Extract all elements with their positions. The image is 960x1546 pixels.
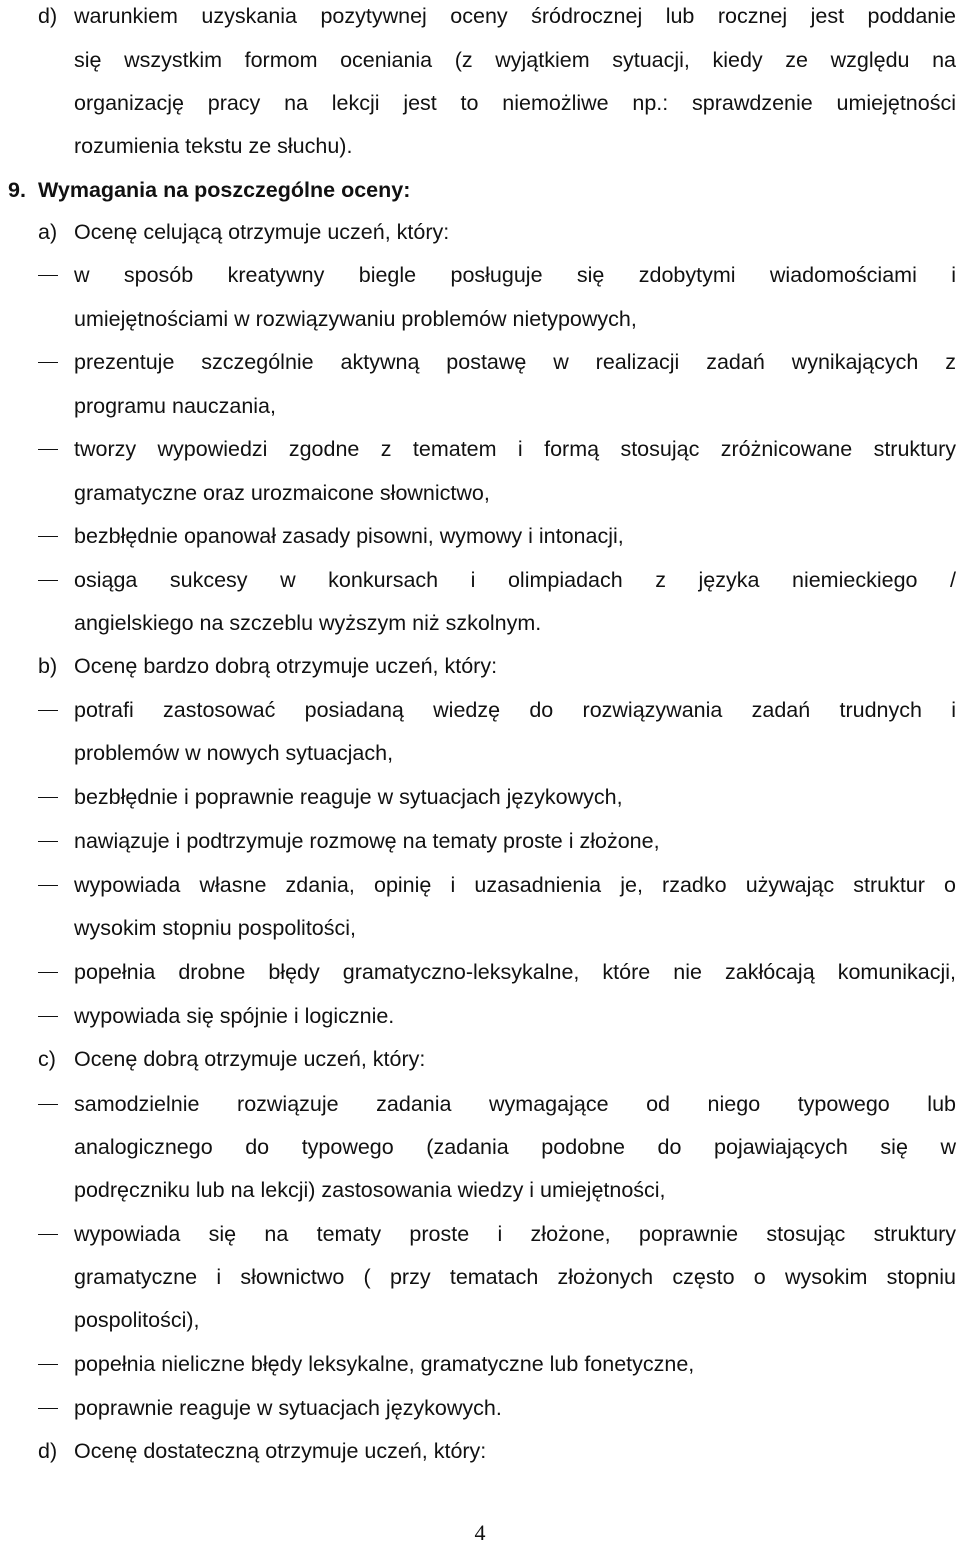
grade-marker: b) (38, 654, 58, 678)
list-item-line: wypowiada się spójnie i logicznie. (74, 1004, 395, 1028)
list-item-line: wypowiada się na tematy proste i złożone, poprawnie stosując struktury (74, 1222, 956, 1246)
list-item-line: angielskiego na szczeblu wyższym niż szkolnym. (74, 611, 542, 635)
intro-line: warunkiem uzyskania pozytywnej oceny śródrocznej lub rocznej jest poddanie (74, 4, 956, 28)
list-item-line: programu nauczania, (74, 394, 276, 418)
list-item-line: bezbłędnie i poprawnie reaguje w sytuacjach językowych, (74, 785, 623, 809)
list-item-line: poprawnie reaguje w sytuacjach językowych. (74, 1396, 502, 1420)
list-item-line: popełnia nieliczne błędy leksykalne, gramatyczne lub fonetyczne, (74, 1352, 695, 1376)
dash-bullet-icon (38, 972, 58, 973)
section-number: 9. (8, 178, 26, 202)
list-item-line: wysokim stopniu pospolitości, (74, 916, 357, 940)
dash-bullet-icon (38, 536, 58, 537)
list-item-line: prezentuje szczególnie aktywną postawę w realizacji zadań wynikających z (74, 350, 956, 374)
list-item-line: popełnia drobne błędy gramatyczno-leksykalne, które nie zakłócają komunikacji, (74, 960, 956, 984)
intro-line: organizację pracy na lekcji jest to niemożliwe np.: sprawdzenie umiejętności (74, 91, 956, 115)
grade-heading: Ocenę celującą otrzymuje uczeń, który: (74, 220, 450, 244)
grade-heading: Ocenę dobrą otrzymuje uczeń, który: (74, 1047, 426, 1071)
grade-heading: Ocenę dostateczną otrzymuje uczeń, który: (74, 1439, 487, 1463)
dash-bullet-icon (38, 1408, 58, 1409)
dash-bullet-icon (38, 885, 58, 886)
list-item-line: pospolitości), (74, 1308, 200, 1332)
page-number: 4 (474, 1520, 486, 1545)
list-item-line: potrafi zastosować posiadaną wiedzę do rozwiązywania zadań trudnych i (74, 698, 956, 722)
grade-marker: d) (38, 1439, 58, 1463)
list-item-line: analogicznego do typowego (zadania podobne do pojawiających się w (74, 1135, 956, 1159)
dash-bullet-icon (38, 797, 58, 798)
list-item-line: gramatyczne i słownictwo ( przy tematach złożonych często o wysokim stopniu (74, 1265, 956, 1289)
dash-bullet-icon (38, 275, 58, 276)
dash-bullet-icon (38, 1364, 58, 1365)
list-item-line: wypowiada własne zdania, opinię i uzasadnienia je, rzadko używając struktur o (74, 873, 956, 897)
grade-marker: a) (38, 220, 58, 244)
grade-marker: c) (38, 1047, 56, 1071)
list-item-line: problemów w nowych sytuacjach, (74, 741, 394, 765)
dash-bullet-icon (38, 1016, 58, 1017)
dash-bullet-icon (38, 580, 58, 581)
dash-bullet-icon (38, 1104, 58, 1105)
list-item-line: osiąga sukcesy w konkursach i olimpiadach z języka niemieckiego / (74, 568, 956, 592)
intro-marker: d) (38, 4, 58, 28)
section-title: Wymagania na poszczególne oceny: (38, 178, 411, 202)
list-item-line: bezbłędnie opanował zasady pisowni, wymowy i intonacji, (74, 524, 624, 548)
list-item-line: samodzielnie rozwiązuje zadania wymagające od niego typowego lub (74, 1092, 956, 1116)
intro-line: się wszystkim formom oceniania (z wyjątkiem sytuacji, kiedy ze względu na (74, 48, 956, 72)
list-item-line: nawiązuje i podtrzymuje rozmowę na tematy proste i złożone, (74, 829, 660, 853)
dash-bullet-icon (38, 710, 58, 711)
list-item-line: tworzy wypowiedzi zgodne z tematem i formą stosując zróżnicowane struktury (74, 437, 956, 461)
dash-bullet-icon (38, 362, 58, 363)
list-item-line: gramatyczne oraz urozmaicone słownictwo, (74, 481, 490, 505)
grade-heading: Ocenę bardzo dobrą otrzymuje uczeń, który: (74, 654, 498, 678)
list-item-line: w sposób kreatywny biegle posługuje się zdobytymi wiadomościami i (74, 263, 956, 287)
dash-bullet-icon (38, 449, 58, 450)
list-item-line: umiejętnościami w rozwiązywaniu problemów nietypowych, (74, 307, 637, 331)
list-item-line: podręczniku lub na lekcji) zastosowania wiedzy i umiejętności, (74, 1178, 666, 1202)
dash-bullet-icon (38, 841, 58, 842)
dash-bullet-icon (38, 1234, 58, 1235)
intro-line: rozumienia tekstu ze słuchu). (74, 134, 353, 158)
